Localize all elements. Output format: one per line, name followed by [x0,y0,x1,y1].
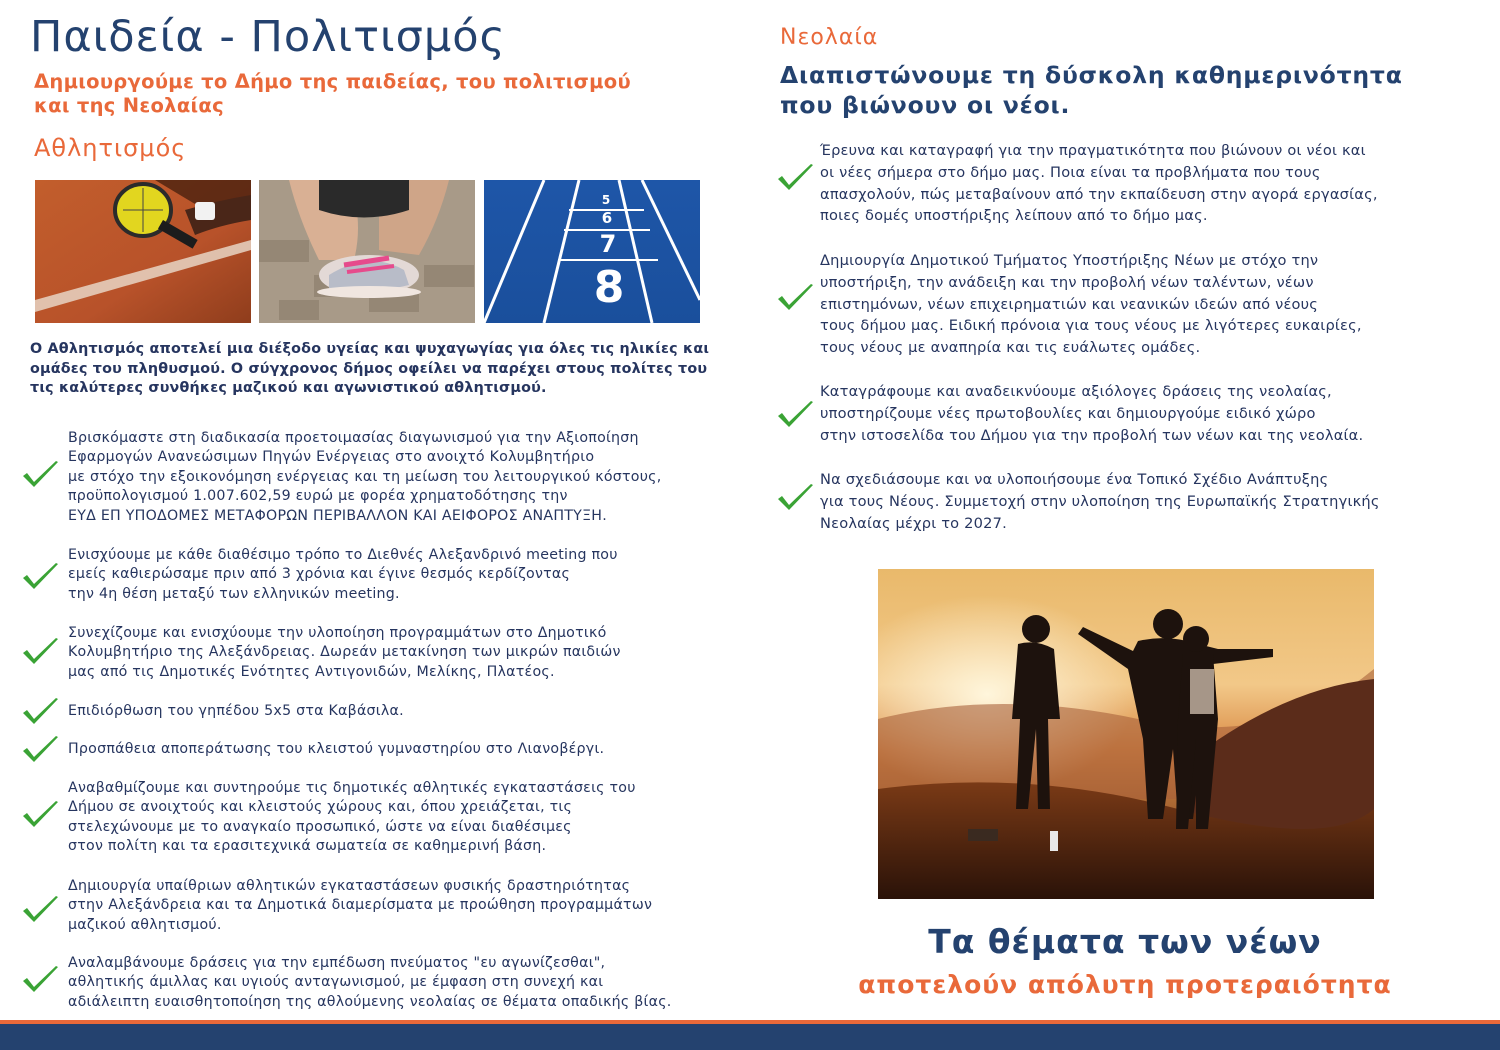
lane-5-label: 5 [601,193,611,207]
lane-8-label: 8 [593,262,625,313]
sports-item: Συνεχίζουμε και ενισχύουμε την υλοποίηση προγραμμάτων στο Δημοτικό Κολυμβητήριο της Αλεξάνδρειας. Δωρεάν μετακίνηση των μικρών παιδιών μας από τις Δημοτικές Ενότητες Αντιγονιδών, Μελίκης, Πλατέος. [68,625,621,680]
check-icon [20,637,60,667]
running-track-photo [484,180,700,323]
closing-subtitle: αποτελούν απόλυτη προτεραιότητα [858,970,1392,999]
page-title: Παιδεία - Πολιτισμός [30,12,506,62]
page-subtitle: Δημιουργούμε το Δήμο της παιδείας, του πολιτισμού και της Νεολαίας [34,70,631,117]
youth-item: Δημιουργία Δημοτικού Τμήματος Υποστήριξης Νέων με στόχο την υποστήριξη, την ανάδειξη και την προβολή νέων ταλέντων, νέων επιστημόνων, νέων επιχειρηματιών και νεανικών ιδεών από νέους τους δήμου μας. Ειδική πρόνοια για τους νέους με λιγότερες ευκαιρίες, τους νέους με αναπηρία και τις ευάλωτες ομάδες. [820,252,1362,357]
youth-item: Να σχεδιάσουμε και να υλοποιήσουμε ένα Τοπικό Σχέδιο Ανάπτυξης για τους Νέους. Συμμετοχή στην υλοποίηση της Ευρωπαϊκής Στρατηγικής Νεολαίας μέχρι το 2027. [820,471,1380,532]
check-icon [775,400,815,430]
check-icon [775,163,815,193]
lane-7-label: 7 [599,230,617,258]
check-icon [775,283,815,313]
youth-item: Έρευνα και καταγραφή για την πραγματικότητα που βιώνουν οι νέοι και οι νέες σήμερα στο δήμο μας. Ποια είναι τα προβλήματα που τους απασχολούν, πώς μεταβαίνουν από την εκπαίδευση στην αγορά εργασίας, ποιες δομές υποστήριξης λείπουν από το δήμο μας. [820,142,1378,225]
sports-item: Δημιουργία υπαίθριων αθλητικών εγκαταστάσεων φυσικής δραστηριότητας στην Αλεξάνδρεια και τα Δημοτικά διαμερίσματα με προώθηση προγραμμάτων μαζικού αθλητισμού. [68,878,653,933]
youth-sunset-photo [878,569,1374,899]
tennis-photo [35,180,251,323]
check-icon [20,800,60,830]
check-icon [20,562,60,592]
check-icon [20,895,60,925]
closing-title: Τα θέματα των νέων [928,922,1322,961]
youth-subtitle: Διαπιστώνουμε τη δύσκολη καθημερινότητα που βιώνουν οι νέοι. [780,61,1403,119]
sports-item: Προσπάθεια αποπεράτωσης του κλειστού γυμναστηρίου στο Λιανοβέργι. [68,741,605,757]
sports-intro: Ο Αθλητισμός αποτελεί μια διέξοδο υγείας και ψυχαγωγίας για όλες τις ηλικίες και ομάδες του πληθυσμού. Ο σύγχρονος δήμος οφείλει να παρέχει στους πολίτες του τις καλύτερες συνθήκες μαζικού και αγωνιστικού αθλητισμού. [30,341,710,396]
sports-heading: Αθλητισμός [34,134,187,162]
lane-6-label: 6 [601,209,613,227]
sports-item: Επιδιόρθωση του γηπέδου 5x5 στα Καβάσιλα. [68,703,404,719]
youth-item: Καταγράφουμε και αναδεικνύουμε αξιόλογες δράσεις της νεολαίας, υποστηρίζουμε νέες πρωτοβουλίες και δημιουργούμε ειδικό χώρο στην ιστοσελίδα του Δήμου για την προβολή των νέων και της νεολαία. [820,383,1364,444]
youth-heading: Νεολαία [780,25,879,50]
sports-item: Βρισκόμαστε στη διαδικασία προετοιμασίας διαγωνισμού για την Αξιοποίηση Εφαρμογών Ανανεώσιμων Πηγών Ενέργειας στο ανοιχτό Κολυμβητήριο με στόχο την εξοικονόμηση ενέργειας και τη μείωση του λειτουργικού κόστους, προϋπολογισμού 1.007.602,59 ευρώ με φορέα χρηματοδότησης την ΕΥΔ ΕΠ ΥΠΟΔΟΜΕΣ ΜΕΤΑΦΟΡΩΝ ΠΕΡΙΒΑΛΛΟΝ ΚΑΙ ΑΕΙΦΟΡΟΣ ΑΝΑΠΤΥΞΗ. [68,430,662,524]
check-icon [20,965,60,995]
check-icon [20,697,60,727]
sports-item: Αναβαθμίζουμε και συντηρούμε τις δημοτικές αθλητικές εγκαταστάσεις του Δήμου σε ανοιχτούς και κλειστούς χώρους και, όπου χρειάζεται, τις στελεχώνουμε με το αναγκαίο προσωπικό, ώστε να είναι διαθέσιμες στον πολίτη και τα ερασιτεχνικά σωματεία σε καθημερινή βάση. [68,780,636,855]
check-icon [20,460,60,490]
check-icon [775,483,815,513]
check-icon [20,735,60,765]
footer-bar [0,1024,1500,1050]
sports-item: Ενισχύουμε με κάθε διαθέσιμο τρόπο το Διεθνές Αλεξανδρινό meeting που εμείς καθιερώσαμε πριν από 3 χρόνια και έγινε θεσμός κερδίζοντας την 4η θέση μεταξύ των ελληνικών meeting. [68,547,618,602]
runner-shoes-photo [259,180,475,323]
sports-item: Αναλαμβάνουμε δράσεις για την εμπέδωση πνεύματος "ευ αγωνίζεσθαι", αθλητικής άμιλλας και υγιούς ανταγωνισμού, με έμφαση στη συνεχή και αδιάλειπτη ευαισθητοποίηση της αθλούμενης νεολαίας σε θέματα οπαδικής βίας. [68,955,672,1010]
